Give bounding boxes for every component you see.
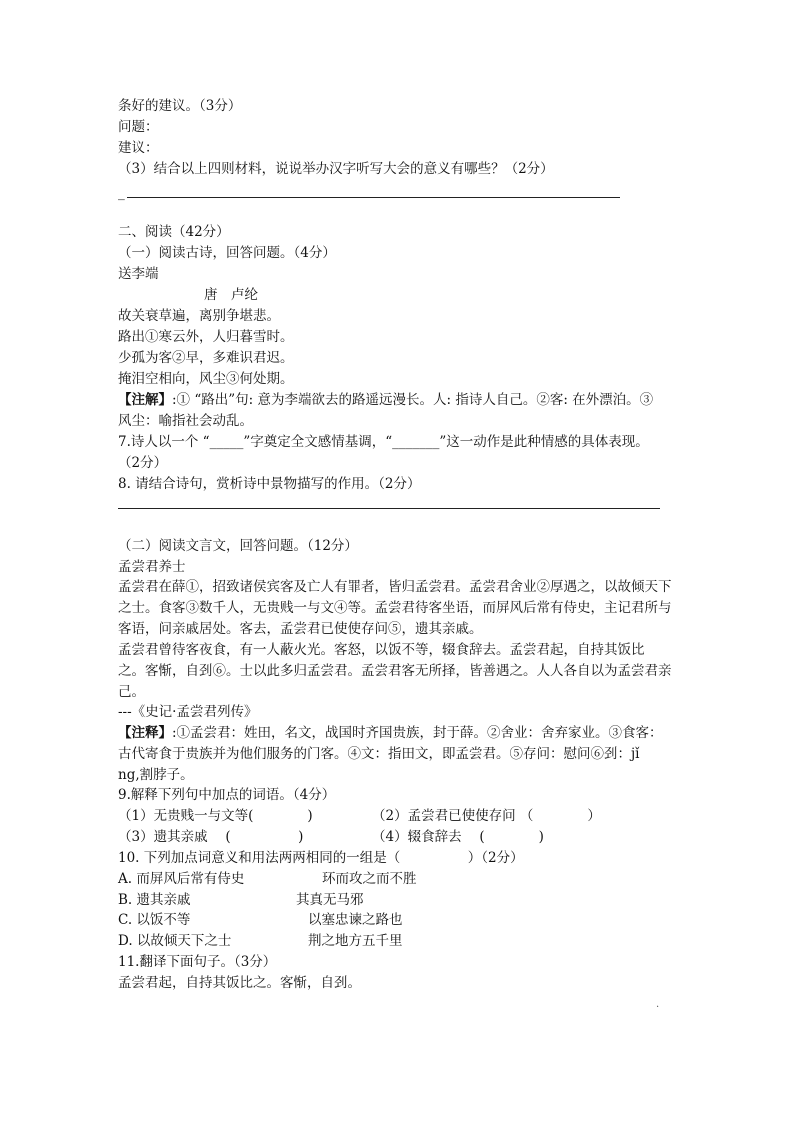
question-label: 问题： bbox=[118, 119, 159, 135]
q10-option-b: B. 遗其亲戚 bbox=[118, 892, 191, 908]
poem-line: 少孤为客②早，多难识君迟。 bbox=[118, 350, 294, 366]
answer-prefix: _ bbox=[118, 185, 125, 201]
poem-title: 送李端 bbox=[118, 266, 159, 282]
poem-note-cont: 风尘：喻指社会动乱。 bbox=[118, 413, 253, 429]
question-7-score: （2分） bbox=[118, 455, 168, 471]
passage-title: 孟尝君养士 bbox=[118, 559, 186, 575]
q10-option-c-pair: 以塞忠谏之路也 bbox=[308, 912, 403, 928]
poem-line: 掩泪空相向，风尘③何处期。 bbox=[118, 371, 294, 387]
passage-line: 之士。食客③数千人，无贵贱一与文④等。孟尝君待客坐语，而屏风后常有侍史，主记君所与 bbox=[118, 600, 672, 616]
passage-line: 己。 bbox=[118, 684, 145, 700]
q11-sentence: 孟尝君起，自持其饭比之。客惭，自刭。 bbox=[118, 975, 361, 991]
question-8: 8. 请结合诗句，赏析诗中景物描写的作用。（2分） bbox=[118, 476, 421, 492]
note-text: :① “路出”句: 意为李端欲去的路遥远漫长。人: 指诗人自己。②客: 在外漂泊。③ bbox=[172, 392, 654, 408]
passage-note bbox=[118, 723, 663, 743]
note-text: :①孟尝君：姓田，名文，战国时齐国贵族，封于薛。②舍业：舍弃家业。③食客： bbox=[172, 725, 663, 741]
question-3: （3）结合以上四则材料，说说举办汉字听写大会的意义有哪些？（2分） bbox=[118, 161, 554, 177]
passage-note-cont: ng,割脖子。 bbox=[118, 767, 194, 783]
q10-option-d: D. 以故倾天下之士 bbox=[118, 933, 232, 949]
q10-option-b-pair: 其真无马邪 bbox=[296, 892, 364, 908]
passage-line: 客语，问亲戚居处。客去，孟尝君已使使存问⑤，遗其亲戚。 bbox=[118, 621, 483, 637]
section-title: 二、阅读（42分） bbox=[118, 224, 230, 240]
question-10: 10. 下列加点词意义和用法两两相同的一组是（ ）（2分） bbox=[118, 850, 524, 866]
part1-title: （一）阅读古诗，回答问题。（4分） bbox=[118, 245, 336, 261]
question-11: 11.翻译下面句子。（3分） bbox=[118, 954, 277, 970]
note-label: 【注解】 bbox=[118, 392, 172, 408]
q10-option-a: A. 而屏风后常有侍史 bbox=[118, 871, 245, 887]
question-7: 7.诗人以一个 “_____”字奠定全文感情基调，“_______”这一动作是此种情感的具体表现。 bbox=[118, 434, 649, 450]
part2-title: （二）阅读文言文，回答问题。（12分） bbox=[118, 538, 358, 554]
q9-item: （4）辍食辞去 ( ) bbox=[372, 829, 544, 845]
continued-line: 条好的建议。（3分） bbox=[118, 98, 242, 114]
poem-line: 故关衰草遍，离别争堪悲。 bbox=[118, 308, 280, 324]
passage-line: 之。客惭，自刭⑥。士以此多归孟尝君。孟尝君客无所择，皆善遇之。人人各自以为孟尝君亲 bbox=[118, 663, 672, 679]
answer-line[interactable] bbox=[118, 508, 660, 509]
q9-item: （1）无贵贱一与文等( ) bbox=[118, 808, 313, 824]
q10-option-d-pair: 荆之地方五千里 bbox=[308, 933, 403, 949]
poem-author: 唐 卢纶 bbox=[204, 287, 258, 303]
question-9: 9.解释下列句中加点的词语。（4分） bbox=[118, 787, 336, 803]
q9-item: （2）孟尝君已使使存问 （ ） bbox=[372, 808, 601, 824]
footer-mark: . bbox=[656, 999, 660, 1010]
passage-source: ---《史记·孟尝君列传》 bbox=[118, 704, 258, 720]
q10-option-a-pair: 环而攻之而不胜 bbox=[322, 871, 417, 887]
passage-line: 孟尝君在薛①，招致诸侯宾客及亡人有罪者，皆归孟尝君。孟尝君舍业②厚遇之，以故倾天下 bbox=[118, 579, 672, 595]
poem-note bbox=[118, 390, 653, 410]
passage-note-cont: 古代寄食于贵族并为他们服务的门客。④文：指田文，即孟尝君。⑤存问：慰问⑥刭：jǐ bbox=[118, 746, 640, 762]
q10-option-c: C. 以饭不等 bbox=[118, 912, 191, 928]
note-label: 【注释】 bbox=[118, 725, 172, 741]
answer-line[interactable] bbox=[127, 197, 620, 198]
passage-line: 孟尝君曾待客夜食，有一人蔽火光。客怒，以饭不等，辍食辞去。孟尝君起，自持其饭比 bbox=[118, 642, 645, 658]
poem-line: 路出①寒云外，人归暮雪时。 bbox=[118, 329, 294, 345]
suggestion-label: 建议： bbox=[118, 140, 159, 156]
q9-item: （3）遗其亲戚 ( ) bbox=[118, 829, 304, 845]
